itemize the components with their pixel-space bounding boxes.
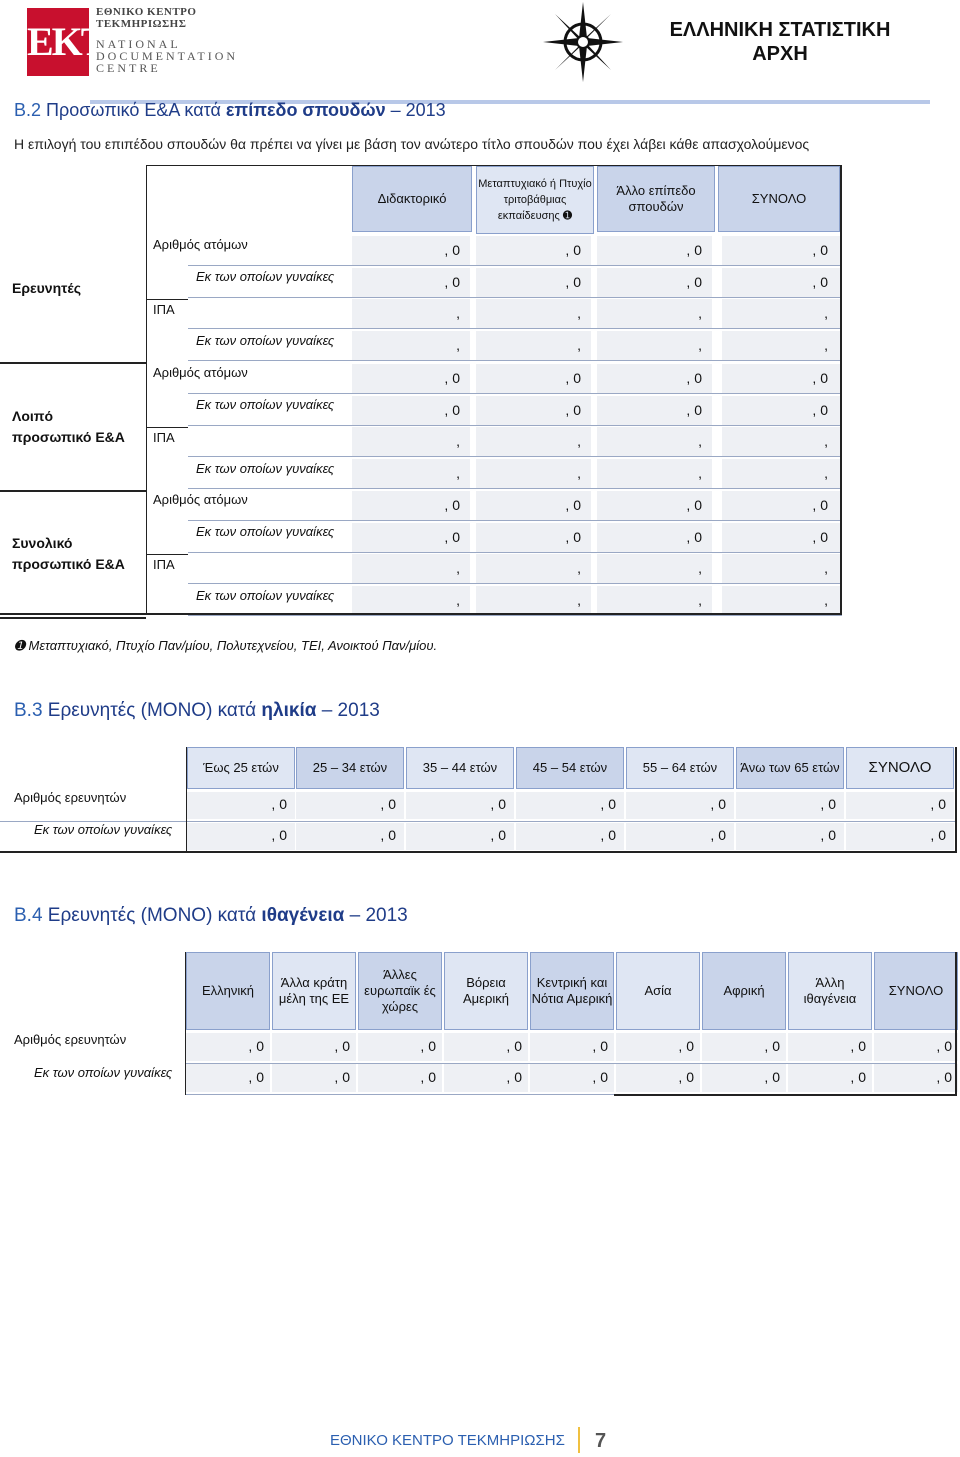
b3-value: , 0 xyxy=(710,796,726,812)
b2-value: , xyxy=(456,305,460,321)
b2-value: , xyxy=(698,305,702,321)
b2-value: , xyxy=(698,337,702,353)
b2-row-line xyxy=(188,265,842,266)
b4-value: , 0 xyxy=(506,1069,522,1085)
b2-value: , 0 xyxy=(565,402,581,418)
elstat-line-2: ΑΡΧΗ xyxy=(752,43,808,65)
b3-value: , 0 xyxy=(710,827,726,843)
section-b2-title-year: – 2013 xyxy=(385,100,446,120)
b2-row-line xyxy=(188,425,842,426)
b4-col-header: Άλλα κράτη μέλη της ΕΕ xyxy=(272,952,356,1030)
section-b3-title-year: – 2013 xyxy=(316,700,380,721)
b2-row-line xyxy=(188,328,842,329)
b2-value: , 0 xyxy=(444,242,460,258)
section-b4-number: Β.4 xyxy=(14,905,43,926)
b4-value: , 0 xyxy=(764,1069,780,1085)
b2-col-header: Μεταπτυχιακό ή Πτυχίο τριτοβάθμιας εκπαίδευσης ➊ xyxy=(476,166,594,234)
b2-value: , xyxy=(824,560,828,576)
b2-row-label-fte-women: Εκ των οποίων γυναίκες xyxy=(196,588,335,603)
b2-row-label-women: Εκ των οποίων γυναίκες xyxy=(196,397,335,412)
section-b4-title xyxy=(14,905,408,927)
b2-value: , 0 xyxy=(812,242,828,258)
b2-group-border xyxy=(0,362,146,364)
b2-group-border xyxy=(0,617,146,619)
section-b3-title-bold: ηλικία xyxy=(261,700,317,721)
section-b4-title-text: Ερευνητές (ΜΟΝΟ) κατά xyxy=(42,905,262,926)
b2-value: , 0 xyxy=(686,242,702,258)
page-number: 7 xyxy=(595,1430,607,1452)
b4-col-header: Κεντρική και Νότια Αμερική xyxy=(530,952,614,1030)
b2-value: , 0 xyxy=(812,497,828,513)
b3-value: , 0 xyxy=(820,827,836,843)
b2-row-label-fte-women: Εκ των οποίων γυναίκες xyxy=(196,461,335,476)
b4-value: , 0 xyxy=(850,1038,866,1054)
b4-value: , 0 xyxy=(334,1038,350,1054)
b2-value: , xyxy=(456,592,460,608)
b2-vert-right xyxy=(840,166,842,614)
b3-col-header: Έως 25 ετών xyxy=(187,747,295,789)
b2-value: , xyxy=(824,592,828,608)
b2-row-line xyxy=(188,456,842,457)
b2-sub-border xyxy=(146,554,188,555)
b2-value: , xyxy=(577,337,581,353)
section-b3-title xyxy=(14,700,380,722)
b4-value: , 0 xyxy=(678,1038,694,1054)
b3-value: , 0 xyxy=(600,827,616,843)
logo-gr-line-2: ΤΕΚΜΗΡΙΩΣΗΣ xyxy=(96,18,187,30)
b3-value: , 0 xyxy=(490,827,506,843)
b3-bottom-border xyxy=(0,851,957,853)
b2-row-line xyxy=(188,393,842,394)
elstat-line-1: ΕΛΛΗΝΙΚΗ ΣΤΑΤΙΣΤΙΚΗ xyxy=(669,19,891,41)
b4-value: , 0 xyxy=(248,1069,264,1085)
ekt-logo-text xyxy=(96,6,238,74)
b2-value: , 0 xyxy=(686,274,702,290)
b2-row-line xyxy=(188,615,842,616)
b4-value: , 0 xyxy=(936,1069,952,1085)
b3-value: , 0 xyxy=(930,827,946,843)
b2-row-line xyxy=(188,297,842,298)
b2-row-line xyxy=(188,488,842,489)
section-b2-note: Η επιλογή του επιπέδου σπουδών θα πρέπει να γίνει με βάση τον ανώτερο τίτλο σπουδών που έχει λάβει κάθε απασχολούμενος xyxy=(14,136,810,152)
b2-row-label-fte: ΙΠΑ xyxy=(153,557,175,572)
b2-value: , 0 xyxy=(444,497,460,513)
b4-row-label-women: Εκ των οποίων γυναίκες xyxy=(34,1065,173,1080)
b2-value: , 0 xyxy=(686,370,702,386)
b4-value: , 0 xyxy=(678,1069,694,1085)
footer-text: ΕΘΝΙΚΟ ΚΕΝΤΡΟ ΤΕΚΜΗΡΙΩΣΗΣ xyxy=(330,1432,565,1449)
logo-gr-line-1: ΕΘΝΙΚΟ ΚΕΝΤΡΟ xyxy=(96,6,197,18)
b4-value: , 0 xyxy=(592,1038,608,1054)
b2-value: , xyxy=(577,305,581,321)
b2-row-label-women: Εκ των οποίων γυναίκες xyxy=(196,269,335,284)
b2-value: , xyxy=(698,560,702,576)
b4-value: , 0 xyxy=(936,1038,952,1054)
footnote: ➊ Μεταπτυχιακό, Πτυχίο Παν/μίου, Πολυτεχνείου, ΤΕΙ, Ανοικτού Παν/μίου. xyxy=(14,638,438,653)
b2-value: , xyxy=(698,592,702,608)
b3-value: , 0 xyxy=(271,796,287,812)
section-b2-title xyxy=(14,100,446,121)
b3-row-line xyxy=(0,821,956,822)
b4-value: , 0 xyxy=(248,1038,264,1054)
b2-group-label: Συνολικό προσωπικό Ε&Α xyxy=(12,535,125,572)
b2-value: , xyxy=(824,433,828,449)
section-b4-title-bold: ιθαγένεια xyxy=(261,905,345,926)
b2-value: , 0 xyxy=(565,242,581,258)
b2-value: , xyxy=(698,433,702,449)
b3-value: , 0 xyxy=(930,796,946,812)
b4-vert-left xyxy=(185,952,186,1095)
b2-row-label-count: Αριθμός ατόμων xyxy=(153,492,248,507)
b2-group-border xyxy=(0,490,146,492)
b3-value: , 0 xyxy=(490,796,506,812)
b4-col-header: Άλλες ευρωπαϊκ ές χώρες xyxy=(358,952,442,1030)
section-b2-number: Β.2 xyxy=(14,100,42,120)
logo-en-line-1: NATIONAL xyxy=(96,37,181,51)
b4-col-header: Ασία xyxy=(616,952,700,1030)
section-b2-title-text: Προσωπικό Ε&Α κατά xyxy=(41,100,226,120)
b2-value: , 0 xyxy=(444,529,460,545)
b4-value: , 0 xyxy=(764,1038,780,1054)
b2-value: , 0 xyxy=(812,529,828,545)
b2-value: , xyxy=(577,592,581,608)
b3-value: , 0 xyxy=(271,827,287,843)
b2-value: , 0 xyxy=(565,497,581,513)
b3-col-header: 35 – 44 ετών xyxy=(406,747,514,789)
b2-value: , xyxy=(456,337,460,353)
b2-value: , 0 xyxy=(444,370,460,386)
b3-value: , 0 xyxy=(600,796,616,812)
b4-value: , 0 xyxy=(334,1069,350,1085)
section-b4-title-year: – 2013 xyxy=(344,905,408,926)
b2-group-label: Λοιπό προσωπικό Ε&Α xyxy=(12,408,125,445)
b2-value: , xyxy=(456,465,460,481)
b2-value: , xyxy=(456,560,460,576)
b4-value: , 0 xyxy=(850,1069,866,1085)
b3-value: , 0 xyxy=(820,796,836,812)
footer-divider xyxy=(578,1427,580,1453)
b2-value: , 0 xyxy=(812,274,828,290)
b2-value: , xyxy=(824,305,828,321)
b2-bottom-border xyxy=(0,613,842,615)
b3-col-header: 25 – 34 ετών xyxy=(296,747,404,789)
b2-value: , 0 xyxy=(565,274,581,290)
b2-value: , xyxy=(698,465,702,481)
b2-col-header: Άλλο επίπεδο σπουδών xyxy=(597,166,715,232)
b3-col-header: Άνω των 65 ετών xyxy=(736,747,844,789)
b4-col-header: Βόρεια Αμερική xyxy=(444,952,528,1030)
b2-sub-border xyxy=(146,299,188,300)
section-b3-title-text: Ερευνητές (ΜΟΝΟ) κατά xyxy=(42,700,262,721)
section-b2-title-bold: επίπεδο σπουδών xyxy=(225,100,386,120)
b3-col-header: 55 – 64 ετών xyxy=(626,747,734,789)
b2-value: , xyxy=(824,337,828,353)
b2-value: , xyxy=(577,560,581,576)
b4-col-header: Άλλη ιθαγένεια xyxy=(788,952,872,1030)
b2-col-header: Διδακτορικό xyxy=(352,166,472,232)
b2-row-line xyxy=(188,520,842,521)
b3-vert-right xyxy=(955,747,957,852)
b4-value: , 0 xyxy=(420,1038,436,1054)
b3-col-header: 45 – 54 ετών xyxy=(516,747,624,789)
b2-group-label: Ερευνητές xyxy=(12,280,81,296)
compass-logo-icon xyxy=(543,2,623,82)
b2-row-line xyxy=(188,360,842,361)
b4-bottom-border xyxy=(614,1094,957,1096)
b2-value: , xyxy=(456,433,460,449)
b2-top-border xyxy=(146,165,842,166)
b3-value: , 0 xyxy=(380,796,396,812)
b4-value: , 0 xyxy=(592,1069,608,1085)
logo-en-line-2: DOCUMENTATION xyxy=(96,49,239,63)
b2-row-label-fte: ΙΠΑ xyxy=(153,302,175,317)
b2-value: , xyxy=(577,433,581,449)
b2-value: , 0 xyxy=(686,402,702,418)
b2-value: , 0 xyxy=(565,370,581,386)
elstat-title xyxy=(640,18,920,66)
b2-vert-left xyxy=(146,166,147,614)
logo-en-line-3: CENTRE xyxy=(96,61,161,75)
b2-value: , xyxy=(824,465,828,481)
b2-row-label-fte: ΙΠΑ xyxy=(153,430,175,445)
b3-vert-left xyxy=(186,747,187,852)
b4-col-header: Ελληνική xyxy=(186,952,270,1030)
b3-value: , 0 xyxy=(380,827,396,843)
b2-col-header: ΣΥΝΟΛΟ xyxy=(718,166,840,232)
b2-value: , 0 xyxy=(686,497,702,513)
b2-row-label-women: Εκ των οποίων γυναίκες xyxy=(196,524,335,539)
section-b3-number: Β.3 xyxy=(14,700,43,721)
ekt-logo: EKT xyxy=(27,8,89,76)
b2-value: , 0 xyxy=(812,402,828,418)
b2-value: , 0 xyxy=(565,529,581,545)
b4-col-header: ΣΥΝΟΛΟ xyxy=(874,952,958,1030)
b2-row-label-fte-women: Εκ των οποίων γυναίκες xyxy=(196,333,335,348)
b2-value: , 0 xyxy=(444,402,460,418)
b4-value: , 0 xyxy=(420,1069,436,1085)
b2-value: , 0 xyxy=(686,529,702,545)
b4-value: , 0 xyxy=(506,1038,522,1054)
b2-value: , 0 xyxy=(444,274,460,290)
b2-sub-border xyxy=(146,427,188,428)
b4-vert-right xyxy=(955,952,957,1095)
b3-row-label-women: Εκ των οποίων γυναίκες xyxy=(34,822,173,837)
b4-col-header: Αφρική xyxy=(702,952,786,1030)
b2-row-line xyxy=(188,583,842,584)
b2-row-label-count: Αριθμός ατόμων xyxy=(153,365,248,380)
b2-row-label-count: Αριθμός ατόμων xyxy=(153,237,248,252)
b3-col-header: ΣΥΝΟΛΟ xyxy=(846,747,954,789)
b2-value: , xyxy=(577,465,581,481)
b2-value: , 0 xyxy=(812,370,828,386)
b4-row-label-count: Αριθμός ερευνητών xyxy=(14,1032,127,1047)
b2-row-line xyxy=(188,552,842,553)
b3-row-label-count: Αριθμός ερευνητών xyxy=(14,790,127,805)
